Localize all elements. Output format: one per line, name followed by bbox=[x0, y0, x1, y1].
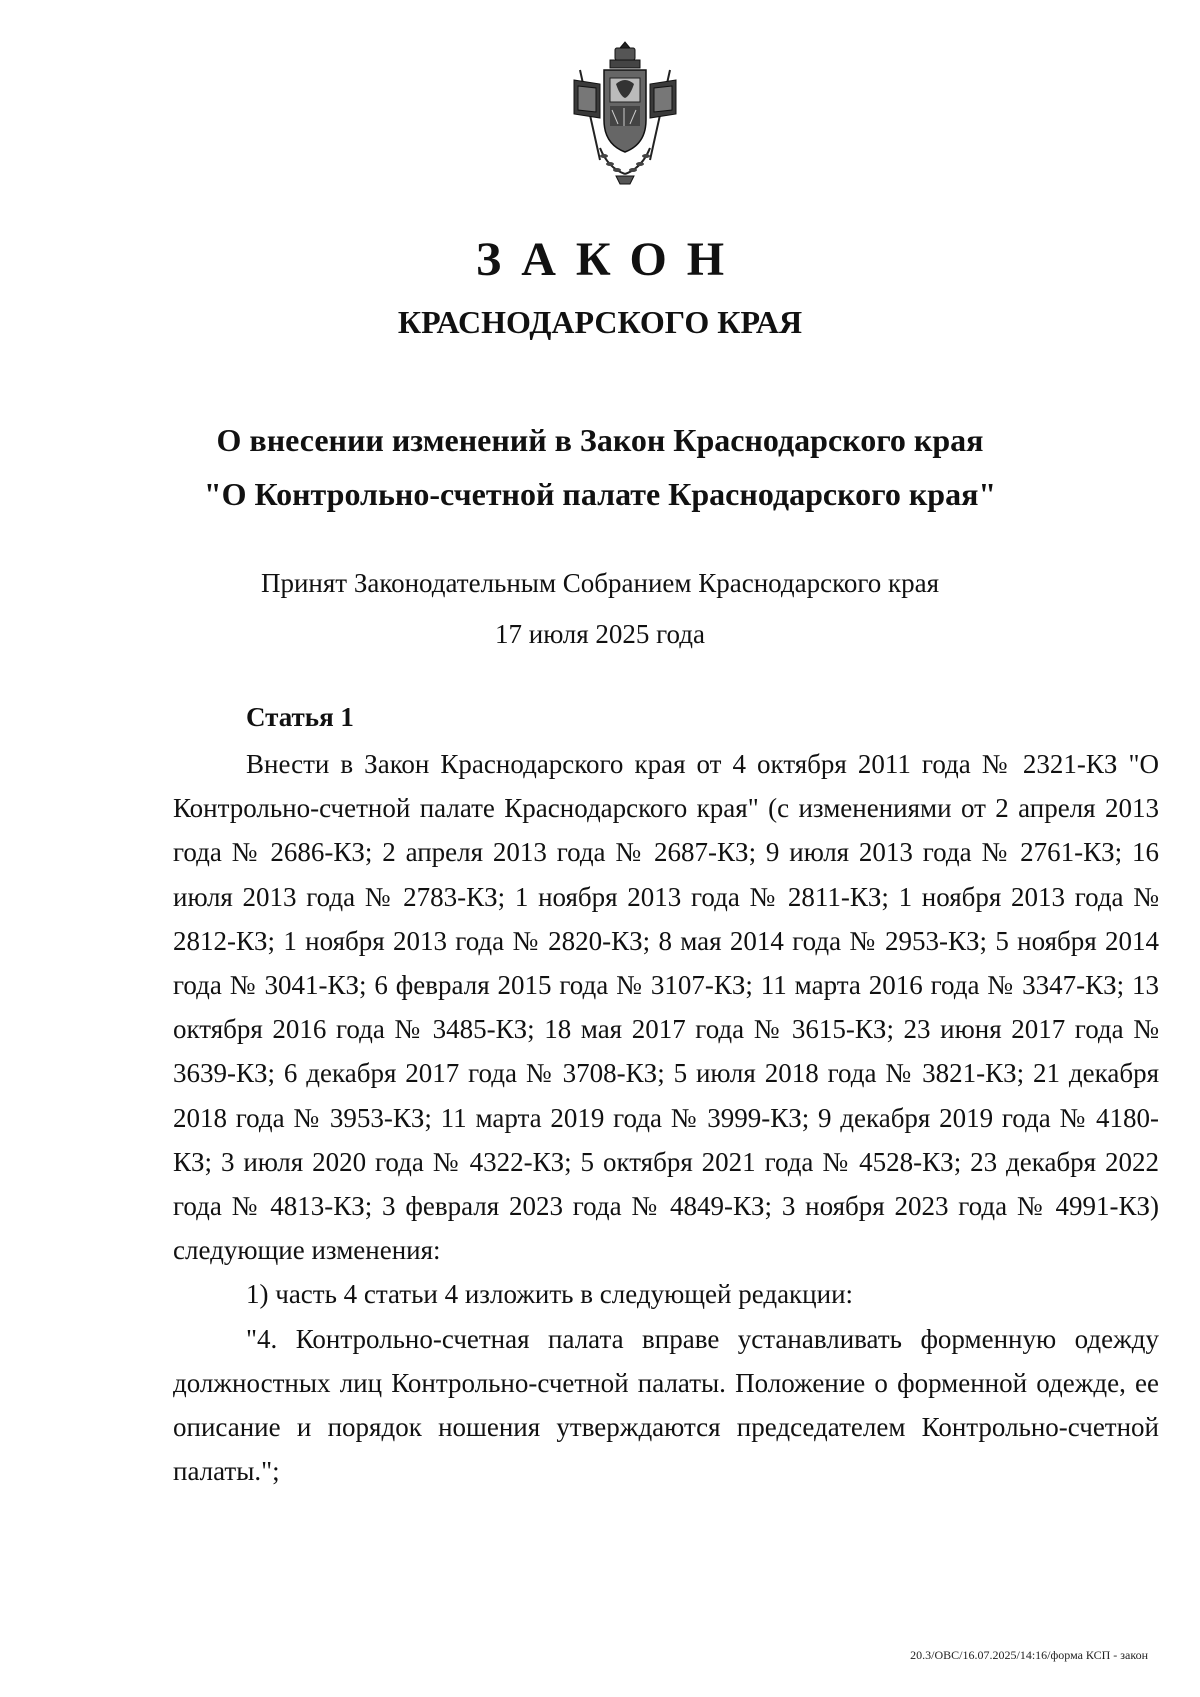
article-paragraph: 1) часть 4 статьи 4 изложить в следующей редакции: bbox=[246, 1279, 854, 1310]
law-title-line-1: О внесении изменений в Закон Краснодарского края bbox=[216, 422, 984, 458]
article-heading: Статья 1 bbox=[246, 702, 354, 732]
law-region: КРАСНОДАРСКОГО КРАЯ bbox=[397, 304, 803, 340]
coat-of-arms-icon bbox=[560, 40, 690, 190]
article-paragraph: Внести в Закон Краснодарского края от 4 октября 2011 года № 2321-КЗ "О Контрольно-счетной палате Краснодарского края" (с изменениями от 2 апреля 2013 года № 2686-КЗ; 2 апреля 2013 года № 2687-КЗ; 9 июля 2013 года № 2761-КЗ; 16 июля 2013 года № 2783-КЗ; 1 ноября 2013 года № 2811-КЗ; 1 ноября 2013 года № 2812-КЗ; 1 ноября 2013 года № 2820-КЗ; 8 мая 2014 года № 2953-КЗ; 5 ноября 2014 года № 3041-КЗ; 6 февраля 2015 года № 3107-КЗ; 11 марта 2016 года № 3347-КЗ; 13 октября 2016 года № 3485-КЗ; 18 мая 2017 года № 3615-КЗ; 23 июня 2017 года № 3639-КЗ; 6 декабря 2017 года № 3708-КЗ; 5 июля 2018 года № 3821-КЗ; 21 декабря 2018 года № 3953-КЗ; 11 марта 2019 года № 3999-КЗ; 9 декабря 2019 года № 4180-КЗ; 3 июля 2020 года № 4322-КЗ; 5 октября 2021 года № 4528-КЗ; 23 декабря 2022 года № 4813-КЗ; 3 февраля 2023 года № 4849-КЗ; 3 ноября 2023 года № 4991-КЗ) следующие изменения: bbox=[173, 749, 1159, 1266]
law-title-line-2: "О Контрольно-счетной палате Краснодарского края" bbox=[203, 476, 997, 512]
law-heading: ЗАКОН bbox=[475, 233, 745, 286]
adopted-date: 17 июля 2025 года bbox=[495, 619, 705, 649]
article-body bbox=[173, 742, 1159, 1493]
adopted-by: Принят Законодательным Собранием Краснодарского края bbox=[260, 568, 940, 598]
article-paragraph: "4. Контрольно-счетная палата вправе устанавливать форменную одежду должностных лиц Контрольно-счетной палаты. Положение о форменной одежде, ее описание и порядок ношения утверждаются председателем Контрольно-счетной палаты."; bbox=[173, 1323, 1159, 1487]
footer-code: 20.3/ОВС/16.07.2025/14:16/форма КСП - закон bbox=[910, 1648, 1148, 1662]
